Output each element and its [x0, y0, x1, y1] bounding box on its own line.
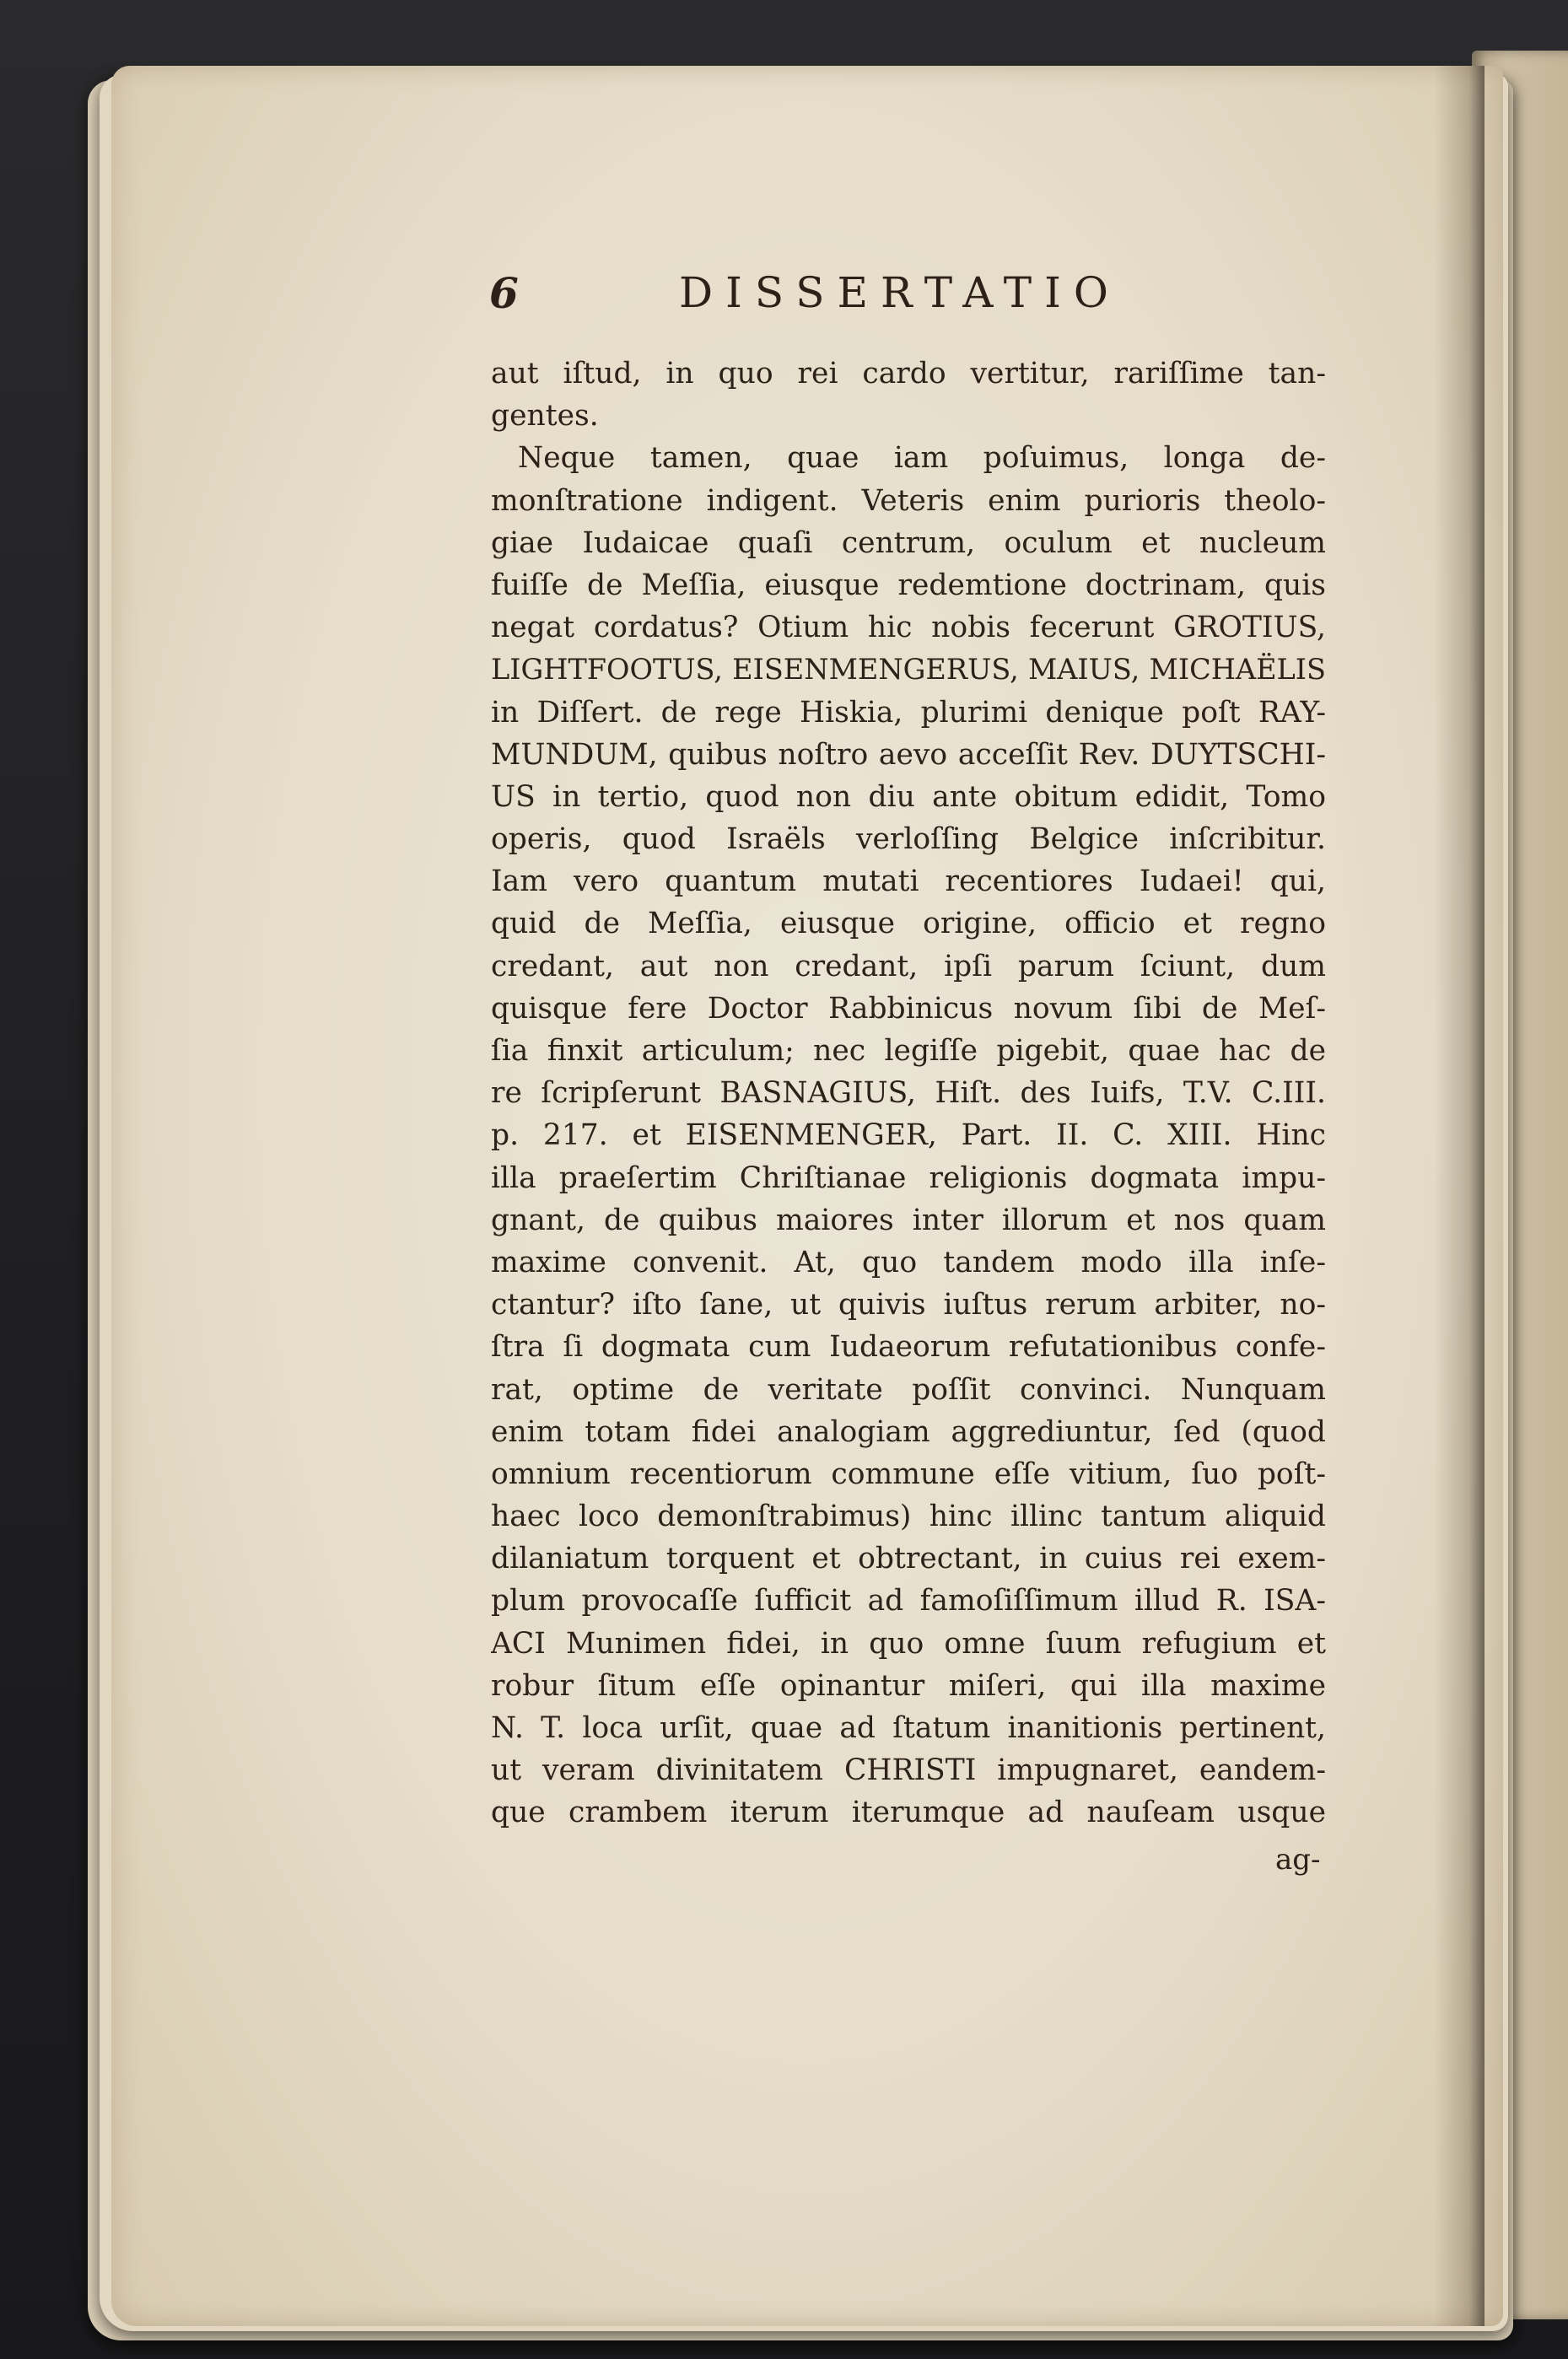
- text-line: maxime convenit. At, quo tandem modo illa inſe-: [491, 1245, 1326, 1279]
- text-line: LIGHTFOOTUS, EISENMENGERUS, MAIUS, MICHAËLIS: [491, 653, 1326, 687]
- text-line: operis, quod Israëls verloſſing Belgice inſcribitur.: [491, 822, 1326, 857]
- text-line: ſtra ſi dogmata cum Iudaeorum refutationibus confe-: [491, 1330, 1326, 1365]
- text-line: giae Iudaicae quaſi centrum, oculum et nucleum: [491, 525, 1326, 560]
- text-line: re ſcripſerunt BASNAGIUS, Hiſt. des Iuifs, T.V. C.III.: [491, 1076, 1326, 1111]
- text-line: quid de Meſſia, eiusque origine, officio et regno: [491, 907, 1326, 941]
- text-line: Neque tamen, quae iam poſuimus, longa de-: [518, 441, 1326, 476]
- text-line: monſtratione indigent. Veteris enim purioris theolo-: [491, 483, 1326, 518]
- text-line: credant, aut non credant, ipſi parum ſciunt, dum: [491, 949, 1326, 983]
- text-line: omnium recentiorum commune eſſe vitium, ſuo poſt-: [491, 1457, 1326, 1491]
- spine-shadow: [1434, 66, 1484, 2326]
- text-line: haec loco demonſtrabimus) hinc illinc tantum aliquid: [491, 1500, 1326, 1534]
- text-line: N. T. loca urſit, quae ad ſtatum inanitionis pertinent,: [491, 1711, 1326, 1745]
- text-line: MUNDUM, quibus noſtro aevo acceſſit Rev. DUYTSCHI-: [491, 737, 1326, 772]
- text-line: in Diſſert. de rege Hiskia, plurimi denique poſt RAY-: [491, 695, 1326, 730]
- text-line: negat cordatus? Otium hic nobis fecerunt GROTIUS,: [491, 611, 1326, 645]
- running-head: [489, 268, 1324, 327]
- text-line: illa praeſertim Chriſtianae religionis dogmata impu-: [491, 1161, 1326, 1195]
- text-line: fuiſſe de Meſſia, eiusque redemtione doctrinam, quis: [491, 568, 1326, 602]
- text-line: ACI Munimen fidei, in quo omne ſuum refugium et: [491, 1626, 1326, 1661]
- body-text: [491, 353, 1326, 1834]
- text-line: enim totam fidei analogiam aggrediuntur, ſed (quod: [491, 1414, 1326, 1449]
- catchword: ag-: [1275, 1843, 1321, 1877]
- text-line: plum provocaſſe ſufficit ad famoſiſſimum illud R. ISA-: [491, 1584, 1326, 1618]
- text-line: quisque fere Doctor Rabbinicus novum ſibi de Meſ-: [491, 991, 1326, 1026]
- text-line: robur ſitum eſſe opinantur miſeri, qui illa maxime: [491, 1668, 1326, 1703]
- text-line: dilaniatum torquent et obtrectant, in cuius rei exem-: [491, 1542, 1326, 1576]
- text-line: p. 217. et EISENMENGER, Part. II. C. XIII. Hinc: [491, 1118, 1326, 1153]
- running-title: DISSERTATIO: [679, 268, 1121, 317]
- text-line: aut iſtud, in quo rei cardo vertitur, rariſſime tan-: [491, 357, 1326, 390]
- text-line: gnant, de quibus maiores inter illorum et nos quam: [491, 1203, 1326, 1237]
- text-line: Iam vero quantum mutati recentiores Iudaei! qui,: [491, 864, 1326, 899]
- text-line: gentes.: [491, 399, 599, 434]
- text-line: que crambem iterum iterumque ad nauſeam usque: [491, 1796, 1326, 1830]
- page-number: 6: [489, 268, 519, 318]
- text-line: rat, optime de veritate poſſit convinci. Nunquam: [491, 1372, 1326, 1407]
- text-line: ut veram divinitatem CHRISTI impugnaret, eandem-: [491, 1753, 1326, 1788]
- text-line: US in tertio, quod non diu ante obitum edidit, Tomo: [491, 779, 1326, 814]
- text-line: ſia finxit articulum; nec legiſſe pigebit, quae hac de: [491, 1034, 1326, 1068]
- text-line: ctantur? iſto ſane, ut quivis iuſtus rerum arbiter, no-: [491, 1288, 1326, 1322]
